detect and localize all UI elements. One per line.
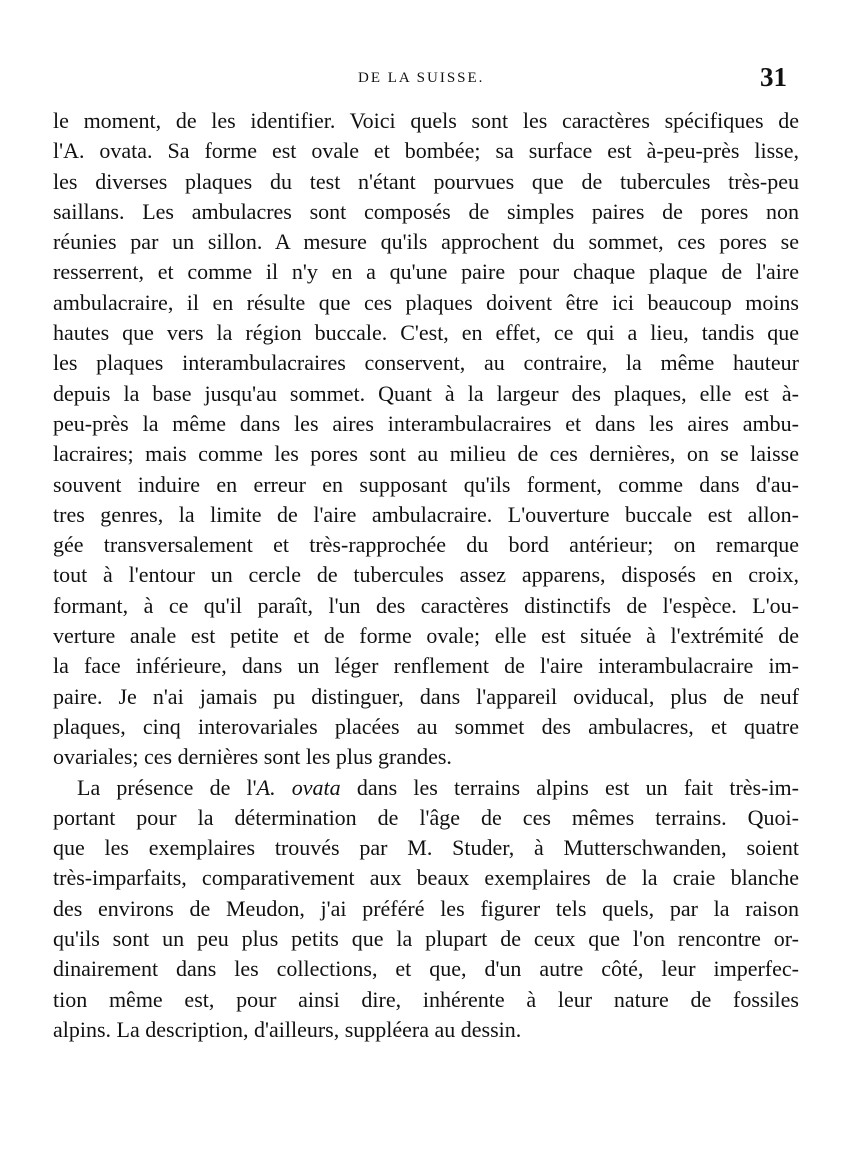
text-line: alpins. La description, d'ailleurs, suppléera au dessin. bbox=[53, 1016, 522, 1042]
paragraph-1 bbox=[53, 106, 799, 773]
text-line: des environs de Meudon, j'ai préféré les figurer tels quels, par la raison bbox=[53, 895, 799, 921]
text-line: que les exemplaires trouvés par M. Studer, à Mutterschwanden, soient bbox=[53, 835, 799, 861]
text-line: depuis la base jusqu'au sommet. Quant à la largeur des plaques, elle est à- bbox=[53, 380, 799, 406]
text-line: l'A. ovata. Sa forme est ovale et bombée; sa surface est à-peu-près lisse, bbox=[53, 138, 799, 164]
text-line: très-imparfaits, comparativement aux beaux exemplaires de la craie blanche bbox=[53, 865, 799, 891]
text-line: lacraires; mais comme les pores sont au milieu de ces dernières, on se laisse bbox=[53, 441, 799, 467]
text-line: tout à l'entour un cercle de tubercules assez apparens, disposés en croix, bbox=[53, 562, 799, 588]
text-line: ovariales; ces dernières sont les plus grandes. bbox=[53, 744, 452, 770]
text-line: qu'ils sont un peu plus petits que la plupart de ceux que l'on rencontre or- bbox=[53, 926, 799, 952]
text-line: hautes que vers la région buccale. C'est, en effet, ce qui a lieu, tandis que bbox=[53, 320, 799, 346]
text-line: la face inférieure, dans un léger renflement de l'aire interambulacraire im- bbox=[53, 653, 799, 679]
text-line: tion même est, pour ainsi dire, inhérente à leur nature de fossiles bbox=[53, 986, 799, 1012]
text-line: peu-près la même dans les aires interambulacraires et dans les aires ambu- bbox=[53, 410, 799, 436]
text-run: La présence de l' bbox=[77, 774, 257, 800]
running-head: DE LA SUISSE. bbox=[358, 70, 485, 86]
text-line: portant pour la détermination de l'âge de ces mêmes terrains. Quoi- bbox=[53, 804, 799, 830]
text-line: souvent induire en erreur en supposant qu'ils forment, comme dans d'au- bbox=[53, 471, 799, 497]
text-line-first bbox=[53, 773, 799, 803]
text-line: dinairement dans les collections, et que, d'un autre côté, leur imperfec- bbox=[53, 956, 799, 982]
text-line: gée transversalement et très-rapprochée du bord antérieur; on remarque bbox=[53, 532, 799, 558]
species-name: A. ovata bbox=[256, 774, 341, 800]
text-line: ambulacraire, il en résulte que ces plaques doivent être ici beaucoup moins bbox=[53, 289, 799, 315]
text-line: tres genres, la limite de l'aire ambulacraire. L'ouverture buccale est allon- bbox=[53, 501, 799, 527]
page-number: 31 bbox=[760, 62, 787, 92]
text-line: paire. Je n'ai jamais pu distinguer, dans l'appareil oviducal, plus de neuf bbox=[53, 683, 799, 709]
text-line: les diverses plaques du test n'étant pourvues que de tubercules très-peu bbox=[53, 168, 799, 194]
text-line: réunies par un sillon. A mesure qu'ils approchent du sommet, ces pores se bbox=[53, 229, 799, 255]
text-line: les plaques interambulacraires conservent, au contraire, la même hauteur bbox=[53, 350, 799, 376]
text-line: resserrent, et comme il n'y en a qu'une paire pour chaque plaque de l'aire bbox=[53, 259, 799, 285]
text-line: verture anale est petite et de forme ovale; elle est située à l'extrémité de bbox=[53, 623, 799, 649]
paragraph-2 bbox=[53, 773, 799, 1046]
text-line: le moment, de les identifier. Voici quels sont les caractères spécifiques de bbox=[53, 108, 799, 133]
body-text bbox=[53, 106, 799, 1045]
text-line: formant, à ce qu'il paraît, l'un des caractères distinctifs de l'espèce. L'ou- bbox=[53, 592, 799, 618]
text-run: dans les terrains alpins est un fait très-im- bbox=[340, 774, 799, 800]
text-line: plaques, cinq interovariales placées au sommet des ambulacres, et quatre bbox=[53, 713, 799, 739]
text-line: saillans. Les ambulacres sont composés de simples paires de pores non bbox=[53, 198, 799, 224]
